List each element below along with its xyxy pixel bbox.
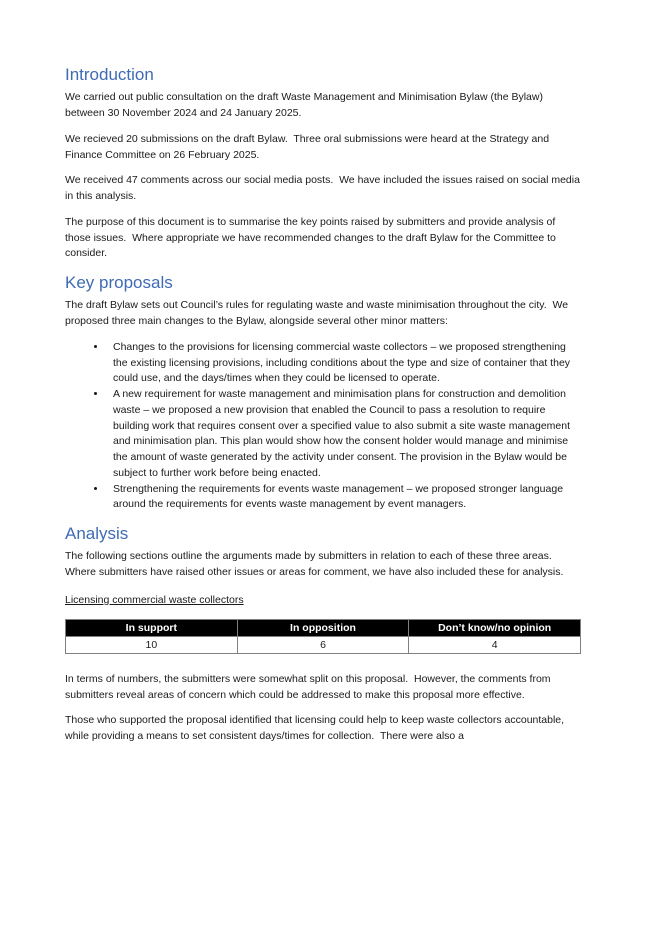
table-cell-in-opposition-count: 6 <box>237 636 409 653</box>
submission-count-table <box>65 619 581 654</box>
table-header-in-support: In support <box>66 619 238 636</box>
analysis-paragraph-1: In terms of numbers, the submitters were somewhat split on this proposal. However, the comments from submitters reveal areas of concern which could be addressed to make this proposal more effective. <box>65 672 554 701</box>
analysis-paragraph-2: Those who supported the proposal identified that licensing could help to keep waste collectors accountable, while providing a means to set consistent days/times for collection. There were also a <box>65 714 567 743</box>
introduction-paragraph-2: We recieved 20 submissions on the draft Bylaw. Three oral submissions were heard at the Strategy and Finance Committee on 26 February 2025. <box>65 132 552 161</box>
subsection-heading-licensing-collectors: Licensing commercial waste collectors <box>65 593 244 606</box>
introduction-paragraph-4: The purpose of this document is to summarise the key points raised by submitters and provide analysis of those issues. Where appropriate we have recommended changes to the draft Bylaw for the Committee to consider. <box>65 215 559 260</box>
bullet-item-construction-demolition: • A new requirement for waste management and minimisation plans for construction and demolition waste – we proposed a new provision that enabled the Council to pass a resolution to require building work that requires consent over a specified value to also submit a site waste management and minimisation plan. This plan would show how the consent holder would manage and minimise the amount of waste generated by the activity under consent. The provision in the Bylaw would be subject to further work before being enacted. <box>107 387 581 482</box>
analysis-intro-paragraph: The following sections outline the arguments made by submitters in relation to each of these three areas. Where submitters have raised other issues or areas for comment, we have also included these for analysis. <box>65 550 564 578</box>
introduction-paragraph-3: We received 47 comments across our social media posts. We have included the issues raised on social media in this analysis. <box>65 174 583 202</box>
table-header-in-opposition: In opposition <box>237 619 409 636</box>
table-header-dont-know: Don’t know/no opinion <box>409 619 581 636</box>
section-heading-introduction: Introduction <box>65 65 154 84</box>
key-proposals-intro-paragraph: The draft Bylaw sets out Council’s rules for regulating waste and waste minimisation throughout the city. We proposed three main changes to the Bylaw, alongside several other minor matters: <box>65 299 571 327</box>
section-heading-key-proposals: Key proposals <box>65 273 173 292</box>
table-row <box>66 636 581 653</box>
table-header-row <box>66 619 581 636</box>
bullet-item-events: • Strengthening the requirements for events waste management – we proposed stronger language around the requirements for events waste management by event managers. <box>107 482 581 514</box>
table-cell-in-support-count: 10 <box>66 636 238 653</box>
section-heading-analysis: Analysis <box>65 524 129 543</box>
introduction-paragraph-1: We carried out public consultation on the draft Waste Management and Minimisation Bylaw (the Bylaw) between 30 November 2024 and 24 January 2025. <box>65 91 546 119</box>
proposal-bullet-list <box>65 340 581 513</box>
bullet-item-licensing: • Changes to the provisions for licensing commercial waste collectors – we proposed strengthening the existing licensing provisions, including conditions about the type and size of container that they could use, and the days/times when they could be licensed to operate. <box>107 340 581 387</box>
table-cell-dont-know-count: 4 <box>409 636 581 653</box>
